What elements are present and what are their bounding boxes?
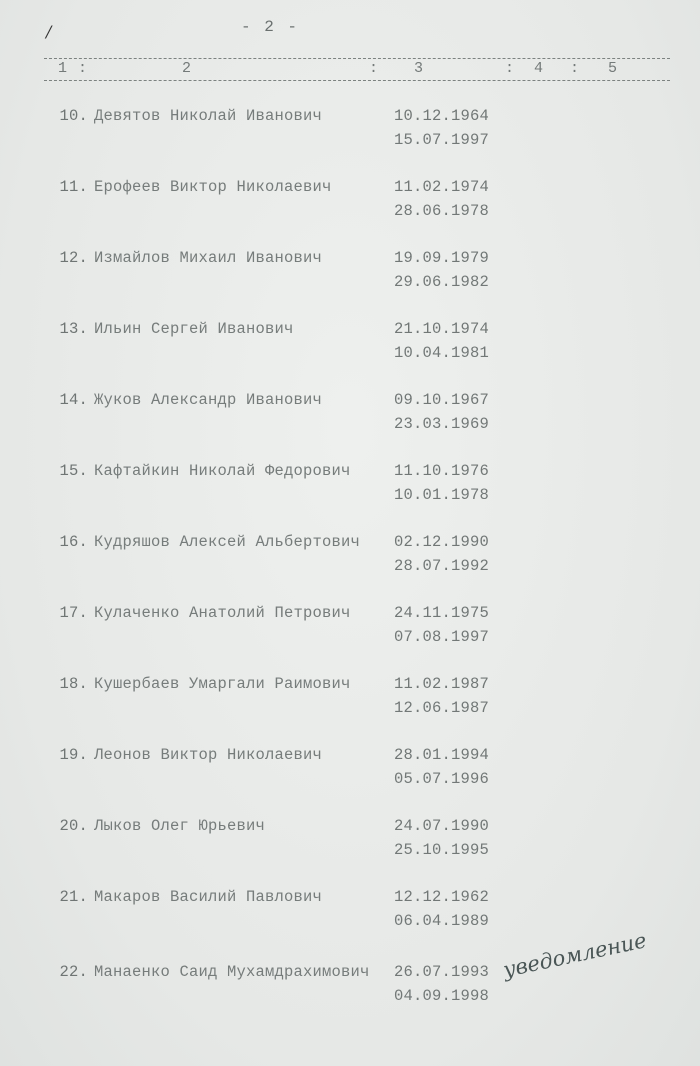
list-item [52,815,512,867]
column-separator: : [369,60,379,77]
entry-date-start: 02.12.1990 [394,533,490,551]
entry-date-end: 29.06.1982 [394,273,490,291]
entry-name: Ильин Сергей Иванович [94,320,294,338]
entry-number: 12. [59,249,88,267]
column-separator: : [78,60,88,77]
list-item [52,673,512,725]
entry-number: 18. [59,675,88,693]
entry-number: 22. [59,963,88,981]
entry-date-end: 10.01.1978 [394,486,490,504]
page-number: - 2 - [240,18,299,36]
entry-date-end: 04.09.1998 [394,987,490,1005]
entry-date-start: 24.11.1975 [394,604,490,622]
list-item [52,318,512,370]
entry-date-end: 23.03.1969 [394,415,490,433]
column-header-1: 1 [58,60,68,77]
entry-number: 20. [59,817,88,835]
entry-date-end: 05.07.1996 [394,770,490,788]
list-item [52,105,512,157]
list-item [52,744,512,796]
list-item [52,460,512,512]
entry-name: Измайлов Михаил Иванович [94,249,323,267]
entry-date-start: 21.10.1974 [394,320,490,338]
handwritten-annotation: уведомление [501,928,649,982]
list-item [52,176,512,228]
entry-number: 21. [59,888,88,906]
entry-date-start: 24.07.1990 [394,817,490,835]
entry-number: 19. [59,746,88,764]
entry-date-start: 11.02.1987 [394,675,490,693]
entry-date-start: 11.10.1976 [394,462,490,480]
entry-date-start: 19.09.1979 [394,249,490,267]
list-item [52,389,512,441]
entry-name: Ерофеев Виктор Николаевич [94,178,332,196]
column-header-2: 2 [182,60,192,77]
list-item [52,886,512,938]
entry-name: Жуков Александр Иванович [94,391,323,409]
entry-number: 16. [59,533,88,551]
entry-date-start: 09.10.1967 [394,391,490,409]
entry-date-start: 12.12.1962 [394,888,490,906]
entry-name: Леонов Виктор Николаевич [94,746,323,764]
entry-date-end: 12.06.1987 [394,699,490,717]
column-header-4: 4 [534,60,544,77]
entry-date-end: 06.04.1989 [394,912,490,930]
entry-number: 15. [59,462,88,480]
column-separator: : [505,60,515,77]
list-item [52,247,512,299]
entry-number: 11. [59,178,88,196]
entry-date-end: 15.07.1997 [394,131,490,149]
entry-date-end: 25.10.1995 [394,841,490,859]
column-header-3: 3 [414,60,424,77]
entry-name: Манаенко Саид Мухамдрахимович [94,963,370,981]
entry-date-end: 10.04.1981 [394,344,490,362]
entry-date-end: 07.08.1997 [394,628,490,646]
entry-date-start: 26.07.1993 [394,963,490,981]
entry-name: Макаров Василий Павлович [94,888,323,906]
entry-date-start: 28.01.1994 [394,746,490,764]
margin-mark: / [46,22,52,41]
column-separator: : [570,60,580,77]
entry-number: 17. [59,604,88,622]
entry-name: Кулаченко Анатолий Петрович [94,604,351,622]
list-item [52,531,512,583]
entry-date-start: 10.12.1964 [394,107,490,125]
entry-name: Кудряшов Алексей Альбертович [94,533,361,551]
entry-name: Кафтайкин Николай Федорович [94,462,351,480]
entry-name: Лыков Олег Юрьевич [94,817,266,835]
list-item [52,602,512,654]
entry-number: 13. [59,320,88,338]
column-header-5: 5 [608,60,618,77]
entry-date-end: 28.06.1978 [394,202,490,220]
list-item [52,961,512,1013]
entry-number: 10. [59,107,88,125]
entry-number: 14. [59,391,88,409]
entry-date-end: 28.07.1992 [394,557,490,575]
entry-name: Кушербаев Умаргали Раимович [94,675,351,693]
entry-date-start: 11.02.1974 [394,178,490,196]
entry-name: Девятов Николай Иванович [94,107,323,125]
